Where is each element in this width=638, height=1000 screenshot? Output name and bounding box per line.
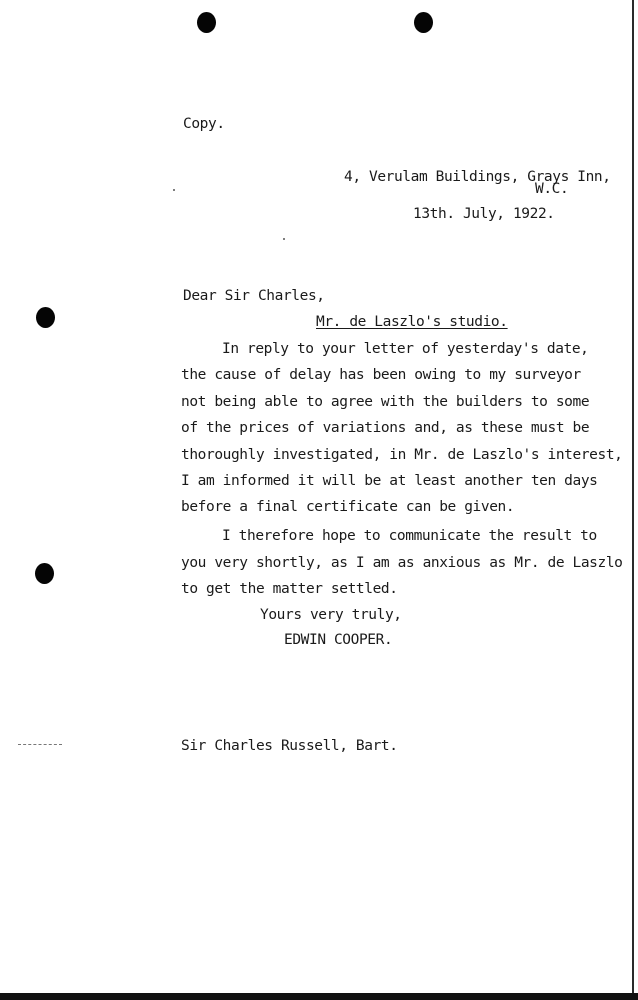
body-line: I therefore hope to communicate the result to bbox=[222, 528, 597, 544]
body-line: I am informed it will be at least another ten days bbox=[181, 473, 598, 489]
punch-hole-top-left bbox=[197, 12, 216, 33]
ink-speck bbox=[283, 238, 285, 240]
sheet-edge bbox=[632, 0, 634, 995]
body-line: of the prices of variations and, as these must be bbox=[181, 420, 590, 436]
copy-label: Copy. bbox=[183, 116, 225, 132]
ink-speck bbox=[173, 189, 175, 191]
punch-hole-left-lower bbox=[35, 563, 54, 584]
signature: EDWIN COOPER. bbox=[284, 632, 393, 648]
recipient: Sir Charles Russell, Bart. bbox=[181, 738, 398, 754]
salutation: Dear Sir Charles, bbox=[183, 288, 325, 304]
sender-address-line2: W.C. bbox=[535, 181, 569, 197]
letter-date: 13th. July, 1922. bbox=[413, 206, 555, 222]
punch-hole-left-upper bbox=[36, 307, 55, 328]
body-line: you very shortly, as I am as anxious as Mr. de Laszlo bbox=[181, 555, 623, 571]
letter-subject: Mr. de Laszlo's studio. bbox=[316, 314, 508, 330]
body-line: the cause of delay has been owing to my surveyor bbox=[181, 367, 581, 383]
punch-hole-top-right bbox=[414, 12, 433, 33]
closing: Yours very truly, bbox=[260, 607, 402, 623]
body-line: thoroughly investigated, in Mr. de Laszlo's interest, bbox=[181, 447, 623, 463]
body-line: to get the matter settled. bbox=[181, 581, 398, 597]
body-line: not being able to agree with the builders to some bbox=[181, 394, 590, 410]
body-line: before a final certificate can be given. bbox=[181, 499, 515, 515]
page-bottom-edge bbox=[0, 993, 638, 1000]
body-line: In reply to your letter of yesterday's date, bbox=[222, 341, 589, 357]
margin-dash-mark bbox=[18, 744, 62, 745]
sender-address-line1: 4, Verulam Buildings, Grays Inn, bbox=[344, 169, 611, 185]
